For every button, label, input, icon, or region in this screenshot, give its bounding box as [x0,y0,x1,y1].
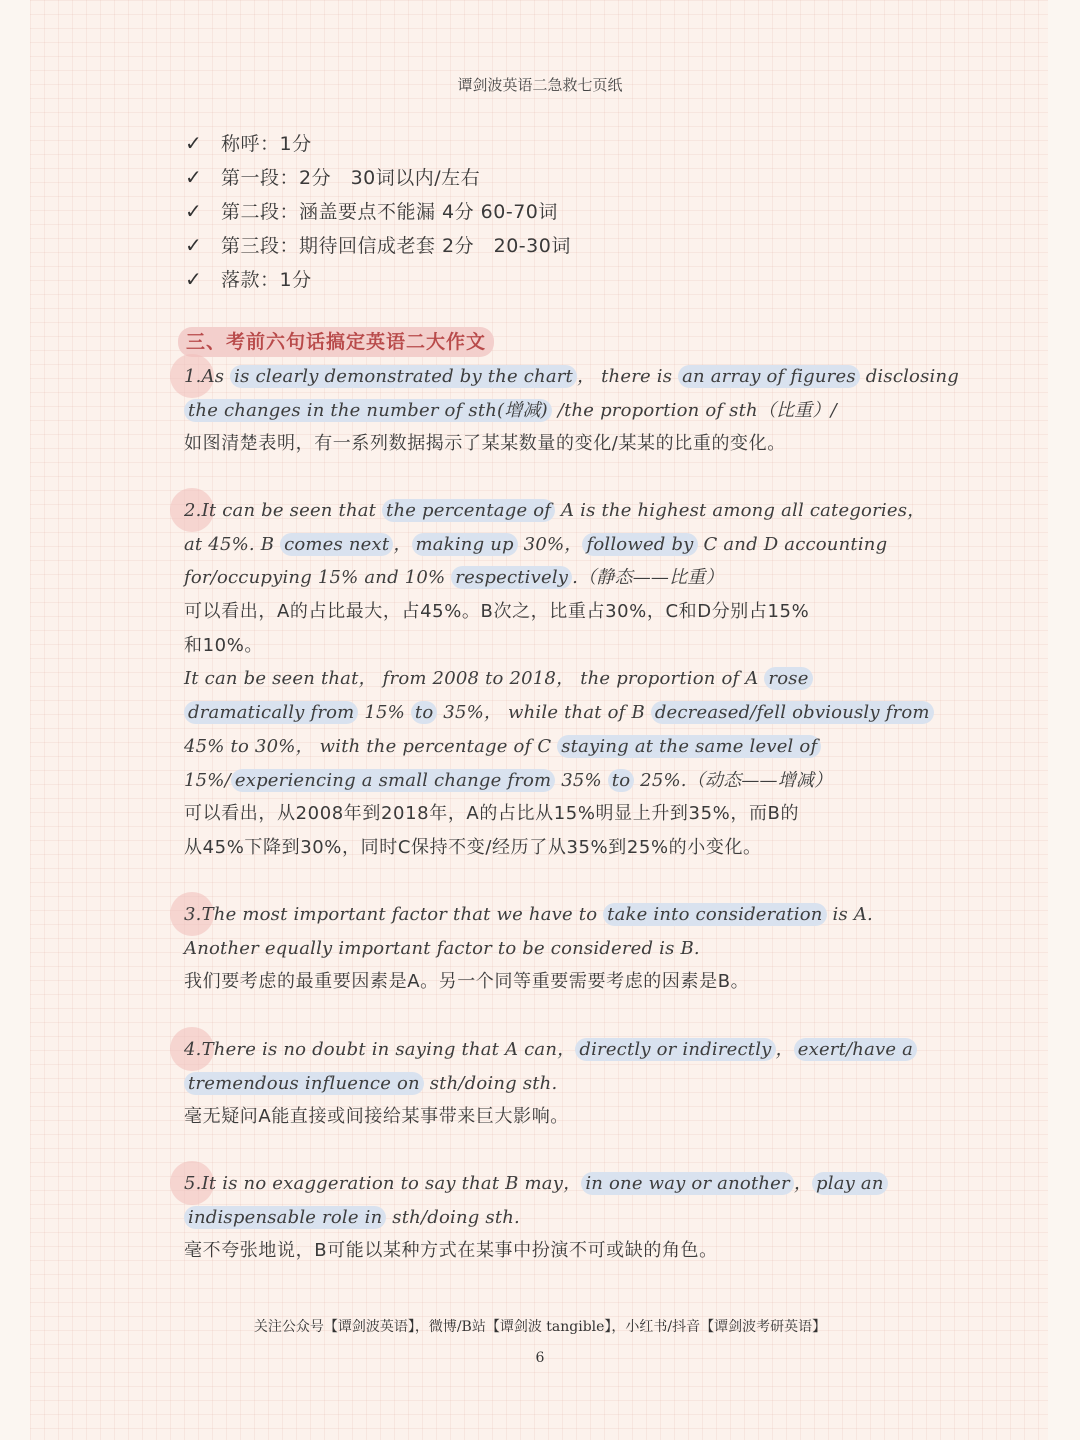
translation-line: 可以看出，A的占比最大，占45%。B次之，比重占30%，C和D分别占15% [184,601,810,623]
check-icon: ✓ [185,199,203,223]
translation-line: 毫无疑问A能直接或间接给某事带来巨大影响。 [184,1106,569,1128]
sentence-line: Another equally important factor to be considered is B. [184,937,700,959]
sentence-line: It can be seen that， from 2008 to 2018， the proportion of A rose [184,662,896,696]
sentence-block-1 [184,360,960,461]
check-icon: ✓ [185,267,203,291]
sentence-block-2 [184,494,930,865]
sentence-block-4 [184,1033,914,1134]
sentence-line: 45% to 30%， with the percentage of C staying at the same level of [184,730,896,764]
sentence-line: indispensable role in sth/doing sth. [184,1201,896,1235]
sentence-line: the changes in the number of sth(增减) /the proportion of sth（比重）/ [184,394,896,428]
check-icon: ✓ [185,233,203,257]
sentence-block-3 [184,898,896,999]
checklist-item: ✓ 第三段：期待回信成老套 2分 20-30词 [185,228,571,262]
sentence-line: for/occupying 15% and 10% respectively .（静态——比重） [184,567,724,589]
checklist-item: ✓ 称呼：1分 [185,126,571,160]
translation-line: 和10%。 [184,634,264,656]
checklist-item: ✓ 第二段：涵盖要点不能漏 4分 60-70词 [185,194,571,228]
checklist-item: ✓ 落款：1分 [185,262,571,296]
sentence-line: 5.It is no exaggeration to say that B may， in one way or another ， play an [184,1167,896,1201]
check-icon: ✓ [185,165,203,189]
check-icon: ✓ [185,131,203,155]
sentence-line: 1.As is clearly demonstrated by the chart ， there is an array of figures disclosing [184,360,896,394]
sentence-line: at 45%. B comes next ， making up 30%， followed by C and D accounting [184,533,888,555]
translation-line: 从45%下降到30%，同时C保持不变/经历了从35%到25%的小变化。 [184,836,762,858]
sentence-line: 15%/ experiencing a small change from 35% to 25%.（动态——增减） [184,769,833,791]
page-header-title: 谭剑波英语二急救七页纸 [457,76,623,94]
translation-line: 毫不夸张地说，B可能以某种方式在某事中扮演不可或缺的角色。 [184,1240,718,1262]
sentence-line: dramatically from 15% to 35%， while that of B decreased/fell obviously from [184,696,896,730]
sentence-line: tremendous influence on sth/doing sth. [184,1067,896,1101]
scoring-checklist [185,126,571,296]
sentence-line: 3.The most important factor that we have to take into consideration is A. [184,898,896,932]
sentence-line: 2.It can be seen that the percentage of A is the highest among all categories， [184,494,896,528]
checklist-item: ✓ 第一段：2分 30词以内/左右 [185,160,571,194]
sentence-block-5 [184,1167,896,1268]
section-title: 三、考前六句话搞定英语二大作文 [178,327,494,357]
sentence-line: 4.There is no doubt in saying that A can， directly or indirectly ， exert/have a [184,1033,896,1067]
translation-line: 可以看出，从2008年到2018年，A的占比从15%明显上升到35%，而B的 [184,803,800,825]
translation-line: 我们要考虑的最重要因素是A。另一个同等重要需要考虑的因素是B。 [184,971,750,993]
page-number: 6 [535,1350,545,1366]
translation-line: 如图清楚表明，有一系列数据揭示了某某数量的变化/某某的比重的变化。 [184,433,786,455]
footer-follow-note: 关注公众号【谭剑波英语】，微博/B站【谭剑波 tangible】，小红书/抖音【谭剑波考研英语】 [253,1319,827,1335]
